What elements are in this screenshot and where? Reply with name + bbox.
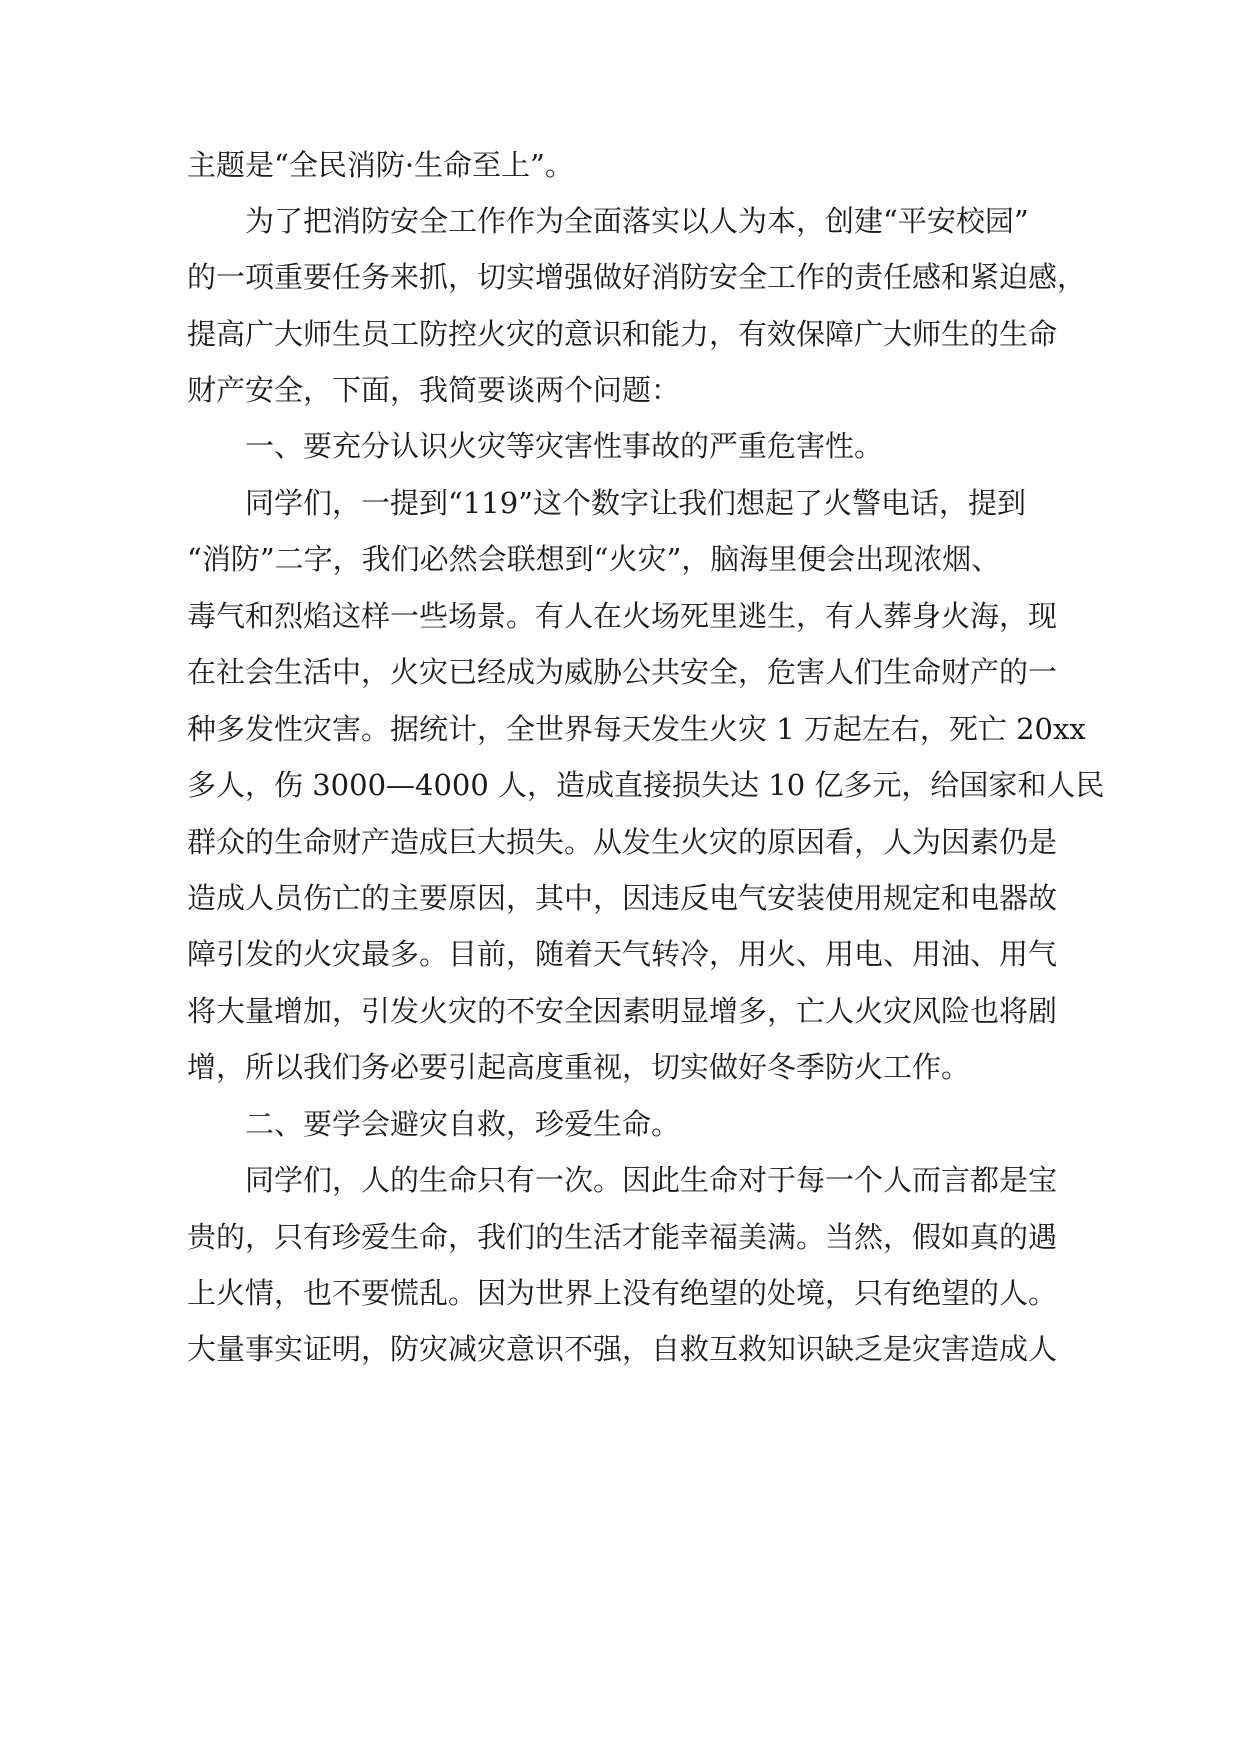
text-line: 多人，伤 3000—4000 人，造成直接损失达 10 亿多元，给国家和人民 xyxy=(187,768,1105,802)
text-line: 主题是“全民消防·生命至上”。 xyxy=(187,148,574,182)
text-line: 种多发性灾害。据统计，全世界每天发生火灾 1 万起左右，死亡 20xx xyxy=(187,712,1086,746)
text-line: 造成人员伤亡的主要原因，其中，因违反电气安装使用规定和电器故 xyxy=(187,881,1058,915)
paragraph-start-line: 同学们，人的生命只有一次。因此生命对于每一个人而言都是宝 xyxy=(245,1163,1058,1197)
text-line: 提高广大师生员工防控火灾的意识和能力，有效保障广大师生的生命 xyxy=(187,317,1058,351)
text-line: 上火情，也不要慌乱。因为世界上没有绝望的处境，只有绝望的人。 xyxy=(187,1276,1058,1310)
text-line: 财产安全，下面，我简要谈两个问题： xyxy=(187,373,681,407)
text-line: 大量事实证明，防灾减灾意识不强，自救互救知识缺乏是灾害造成人 xyxy=(187,1332,1058,1366)
section-heading-1: 一、要充分认识火灾等灾害性事故的严重危害性。 xyxy=(245,429,884,463)
text-line: 贵的，只有珍爱生命，我们的生活才能幸福美满。当然，假如真的遇 xyxy=(187,1220,1058,1254)
section-heading-2: 二、要学会避灾自救，珍爱生命。 xyxy=(245,1107,681,1141)
text-line: 增，所以我们务必要引起高度重视，切实做好冬季防火工作。 xyxy=(187,1050,971,1084)
paragraph-start-line: 同学们，一提到“119”这个数字让我们想起了火警电话，提到 xyxy=(245,486,1027,520)
text-line: 障引发的火灾最多。目前，随着天气转冷，用火、用电、用油、用气 xyxy=(187,937,1058,971)
text-line: 将大量增加，引发火灾的不安全因素明显增多，亡人火灾风险也将剧 xyxy=(187,994,1058,1028)
text-line: 的一项重要任务来抓，切实增强做好消防安全工作的责任感和紧迫感， xyxy=(187,260,1087,294)
text-line: “消防”二字，我们必然会联想到“火灾”，脑海里便会出现浓烟、 xyxy=(187,542,1001,576)
text-line: 群众的生命财产造成巨大损失。从发生火灾的原因看，人为因素仍是 xyxy=(187,825,1058,859)
text-line: 在社会生活中，火灾已经成为威胁公共安全，危害人们生命财产的一 xyxy=(187,655,1058,689)
text-line: 毒气和烈焰这样一些场景。有人在火场死里逃生，有人葬身火海，现 xyxy=(187,599,1058,633)
paragraph-start-line: 为了把消防安全工作作为全面落实以人为本，创建“平安校园” xyxy=(245,204,1029,238)
